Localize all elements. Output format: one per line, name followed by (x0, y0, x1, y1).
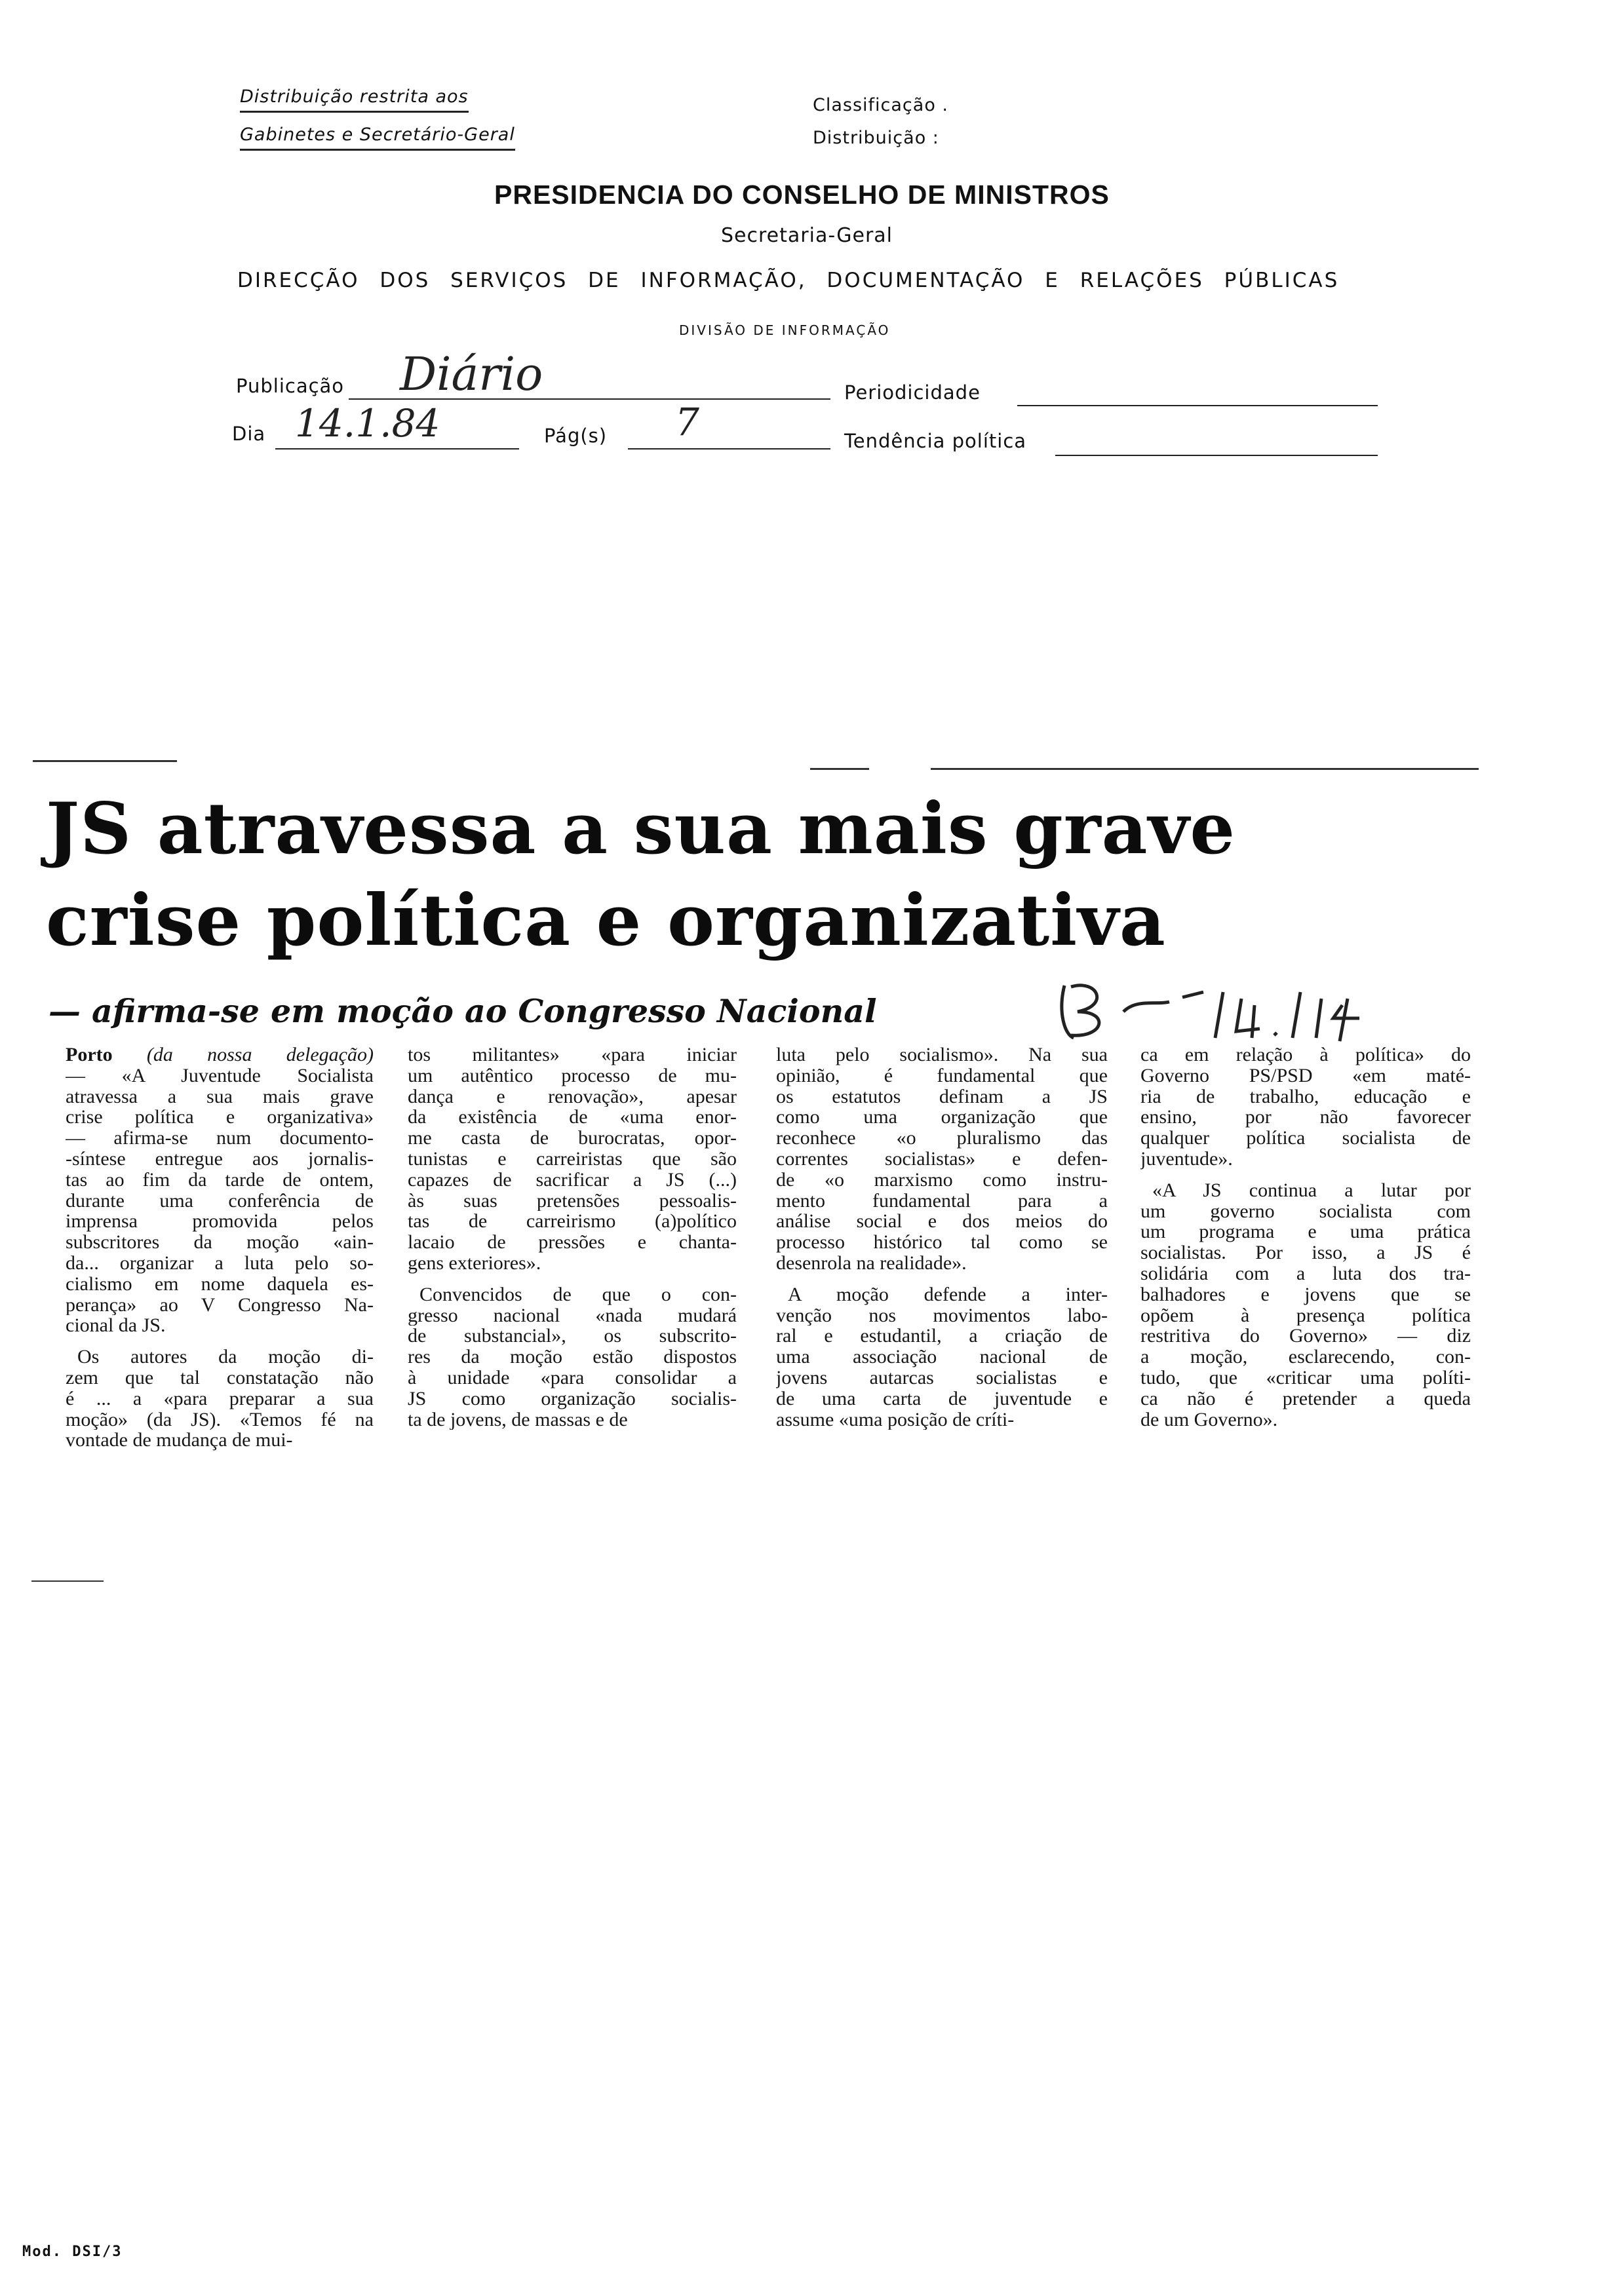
article-line: imprensa promovida pelos (66, 1211, 374, 1233)
article-line: me casta de burocratas, opor- (408, 1128, 737, 1149)
article-line: luta pelo socialismo». Na sua (776, 1044, 1108, 1065)
article-line: Os autores da moção di- (77, 1347, 374, 1368)
tendencia-line (1055, 455, 1378, 456)
end-rule (31, 1580, 104, 1582)
article-line: qualquer política socialista de (1140, 1128, 1471, 1149)
dia-handwritten: 14.1.84 (295, 401, 440, 446)
org-title: PRESIDENCIA DO CONSELHO DE MINISTROS (494, 180, 1110, 210)
article-line: cialismo em nome daquela es- (66, 1273, 374, 1295)
article-line: restritiva do Governo» — diz (1140, 1326, 1471, 1347)
article-line: ria de trabalho, educação e (1140, 1086, 1471, 1107)
paragraph-gap (408, 1274, 737, 1284)
handwritten-annotation (1051, 972, 1392, 1044)
article-line: como uma organização que (776, 1107, 1108, 1128)
article-line: cional da JS. (66, 1315, 166, 1337)
article-line: moção» (da JS). «Temos fé na (66, 1409, 374, 1430)
article-column-1 (66, 1044, 374, 1451)
distribution-note-line-2: Gabinetes e Secretário-Geral (240, 124, 515, 151)
distribution-note (240, 86, 515, 163)
article-line: assume «uma posição de críti- (776, 1409, 1015, 1430)
article-line: uma associação nacional de (776, 1347, 1108, 1368)
article-line: jovens autarcas socialistas e (776, 1367, 1108, 1388)
article-line: subscritores da moção «ain- (66, 1232, 374, 1253)
pags-handwritten: 7 (675, 400, 699, 444)
article-line: ensino, por não favorecer (1140, 1107, 1471, 1128)
article-line: solidária com a luta dos tra- (1140, 1263, 1471, 1284)
article-line: vontade de mudança de mui- (66, 1430, 293, 1451)
article-line: ca em relação à política» do (1140, 1044, 1471, 1065)
pags-label: Pág(s) (544, 425, 608, 447)
periodicidade-label: Periodicidade (844, 381, 981, 404)
article-line: análise social e dos meios do (776, 1211, 1108, 1233)
dia-label: Dia (232, 423, 266, 445)
clipping-rule-left (33, 760, 177, 762)
publicacao-handwritten: Diário (400, 347, 543, 401)
article-line: gens exteriores». (408, 1252, 541, 1274)
article-column-4 (1140, 1044, 1471, 1430)
article-line: ca não é pretender a queda (1140, 1388, 1471, 1409)
headline-line-1: JS atravessa a sua mais grave (46, 788, 1236, 870)
direccao-servicos: DIRECÇÃO DOS SERVIÇOS DE INFORMAÇÃO, DOCUMENTAÇÃO E RELAÇÕES PÚBLICAS (237, 269, 1340, 292)
article-line: lacaio de pressões e chanta- (408, 1232, 737, 1253)
handwritten-scrawl-icon (1051, 972, 1392, 1044)
article-line: socialistas. Por isso, a JS é (1140, 1242, 1471, 1263)
article-line: tas de carreirismo (a)político (408, 1211, 737, 1233)
article-line: juventude». (1140, 1148, 1233, 1170)
article-line: gresso nacional «nada mudará (408, 1305, 737, 1326)
distribuicao-label: Distribuição : (813, 128, 939, 148)
article-line: A moção defende a inter- (788, 1284, 1108, 1305)
article-line: um governo socialista com (1140, 1200, 1471, 1222)
tendencia-label: Tendência política (844, 430, 1027, 452)
article-line: a moção, esclarecendo, con- (1140, 1347, 1471, 1368)
publicacao-label: Publicação (236, 375, 345, 397)
article-line: correntes socialistas» e defen- (776, 1148, 1108, 1170)
classificacao-label: Classificação . (813, 95, 949, 115)
distribution-note-line-1: Distribuição restrita aos (240, 86, 469, 113)
article-line: venção nos movimentos labo- (776, 1305, 1108, 1326)
article-line: opõem à presença política (1140, 1305, 1471, 1326)
article-line: um autêntico processo de mu- (408, 1065, 737, 1086)
form-code: Mod. DSI/3 (22, 2244, 123, 2260)
article-line: JS como organização socialis- (408, 1388, 737, 1409)
article-line: opinião, é fundamental que (776, 1065, 1108, 1086)
article-line: desenrola na realidade». (776, 1252, 967, 1274)
clipping-rule-mid (810, 768, 869, 770)
article-line: da existência de «uma enor- (408, 1107, 737, 1128)
article-line: da... organizar a luta pelo so- (66, 1252, 374, 1274)
handwritten-annotation-text (1051, 972, 1052, 973)
article-line: de substancial», os subscrito- (408, 1326, 737, 1347)
classification-block (813, 89, 948, 155)
article-line: atravessa a sua mais grave (66, 1086, 374, 1107)
article-line: à unidade «para consolidar a (408, 1367, 737, 1388)
article-column-2 (408, 1044, 737, 1430)
paragraph-gap (1140, 1170, 1471, 1180)
article-line: durante uma conferência de (66, 1190, 374, 1212)
article-line: reconhece «o pluralismo das (776, 1128, 1108, 1149)
paragraph-gap (66, 1336, 374, 1347)
article-line: res da moção estão dispostos (408, 1347, 737, 1368)
article-line: é ... a «para preparar a sua (66, 1388, 374, 1409)
article-line: crise política e organizativa» (66, 1107, 374, 1128)
article-line: tas ao fim da tarde de ontem, (66, 1169, 374, 1191)
article-line: dança e renovação», apesar (408, 1086, 737, 1107)
article-line: — «A Juventude Socialista (66, 1065, 374, 1086)
article-line: ta de jovens, de massas e de (408, 1409, 628, 1430)
secretaria-geral: Secretaria-Geral (721, 224, 893, 247)
article-line: -síntese entregue aos jornalis- (66, 1148, 374, 1170)
article-line: Convencidos de que o con- (419, 1284, 737, 1305)
periodicidade-line (1017, 405, 1378, 406)
dia-line (275, 448, 519, 450)
headline-line-2: crise política e organizativa (46, 879, 1166, 962)
article-line: um programa e uma prática (1140, 1221, 1471, 1243)
article-line: perança» ao V Congresso Na- (66, 1294, 374, 1316)
pags-line (628, 448, 830, 450)
article-line: de uma carta de juventude e (776, 1388, 1108, 1409)
article-line: os estatutos definam a JS (776, 1086, 1108, 1107)
article-line: processo histórico tal como se (776, 1232, 1108, 1253)
article-line: tudo, que «criticar uma políti- (1140, 1367, 1471, 1388)
clipping-rule-right (931, 768, 1479, 770)
article-line: ral e estudantil, a criação de (776, 1326, 1108, 1347)
paragraph-gap (776, 1274, 1108, 1284)
article-line: mento fundamental para a (776, 1190, 1108, 1212)
article-line: de «o marxismo como instru- (776, 1169, 1108, 1191)
subheadline: — afirma-se em moção ao Congresso Nacional (49, 992, 877, 1030)
article-line: Porto (da nossa delegação) (66, 1044, 374, 1065)
article-line: às suas pretensões pessoalis- (408, 1190, 737, 1212)
article-line: zem que tal constatação não (66, 1367, 374, 1388)
article-line: de um Governo». (1140, 1409, 1278, 1430)
article-line: «A JS continua a lutar por (1152, 1179, 1471, 1201)
article-line: capazes de sacrificar a JS (...) (408, 1169, 737, 1191)
article-line: tos militantes» «para iniciar (408, 1044, 737, 1065)
article-column-3 (776, 1044, 1108, 1430)
article-line: — afirma-se num documento- (66, 1128, 374, 1149)
article-line: balhadores e jovens que se (1140, 1284, 1471, 1305)
divisao-informacao: DIVISÃO DE INFORMAÇÃO (679, 322, 891, 338)
article-line: Governo PS/PSD «em maté- (1140, 1065, 1471, 1086)
article-line: tunistas e carreiristas que são (408, 1148, 737, 1170)
